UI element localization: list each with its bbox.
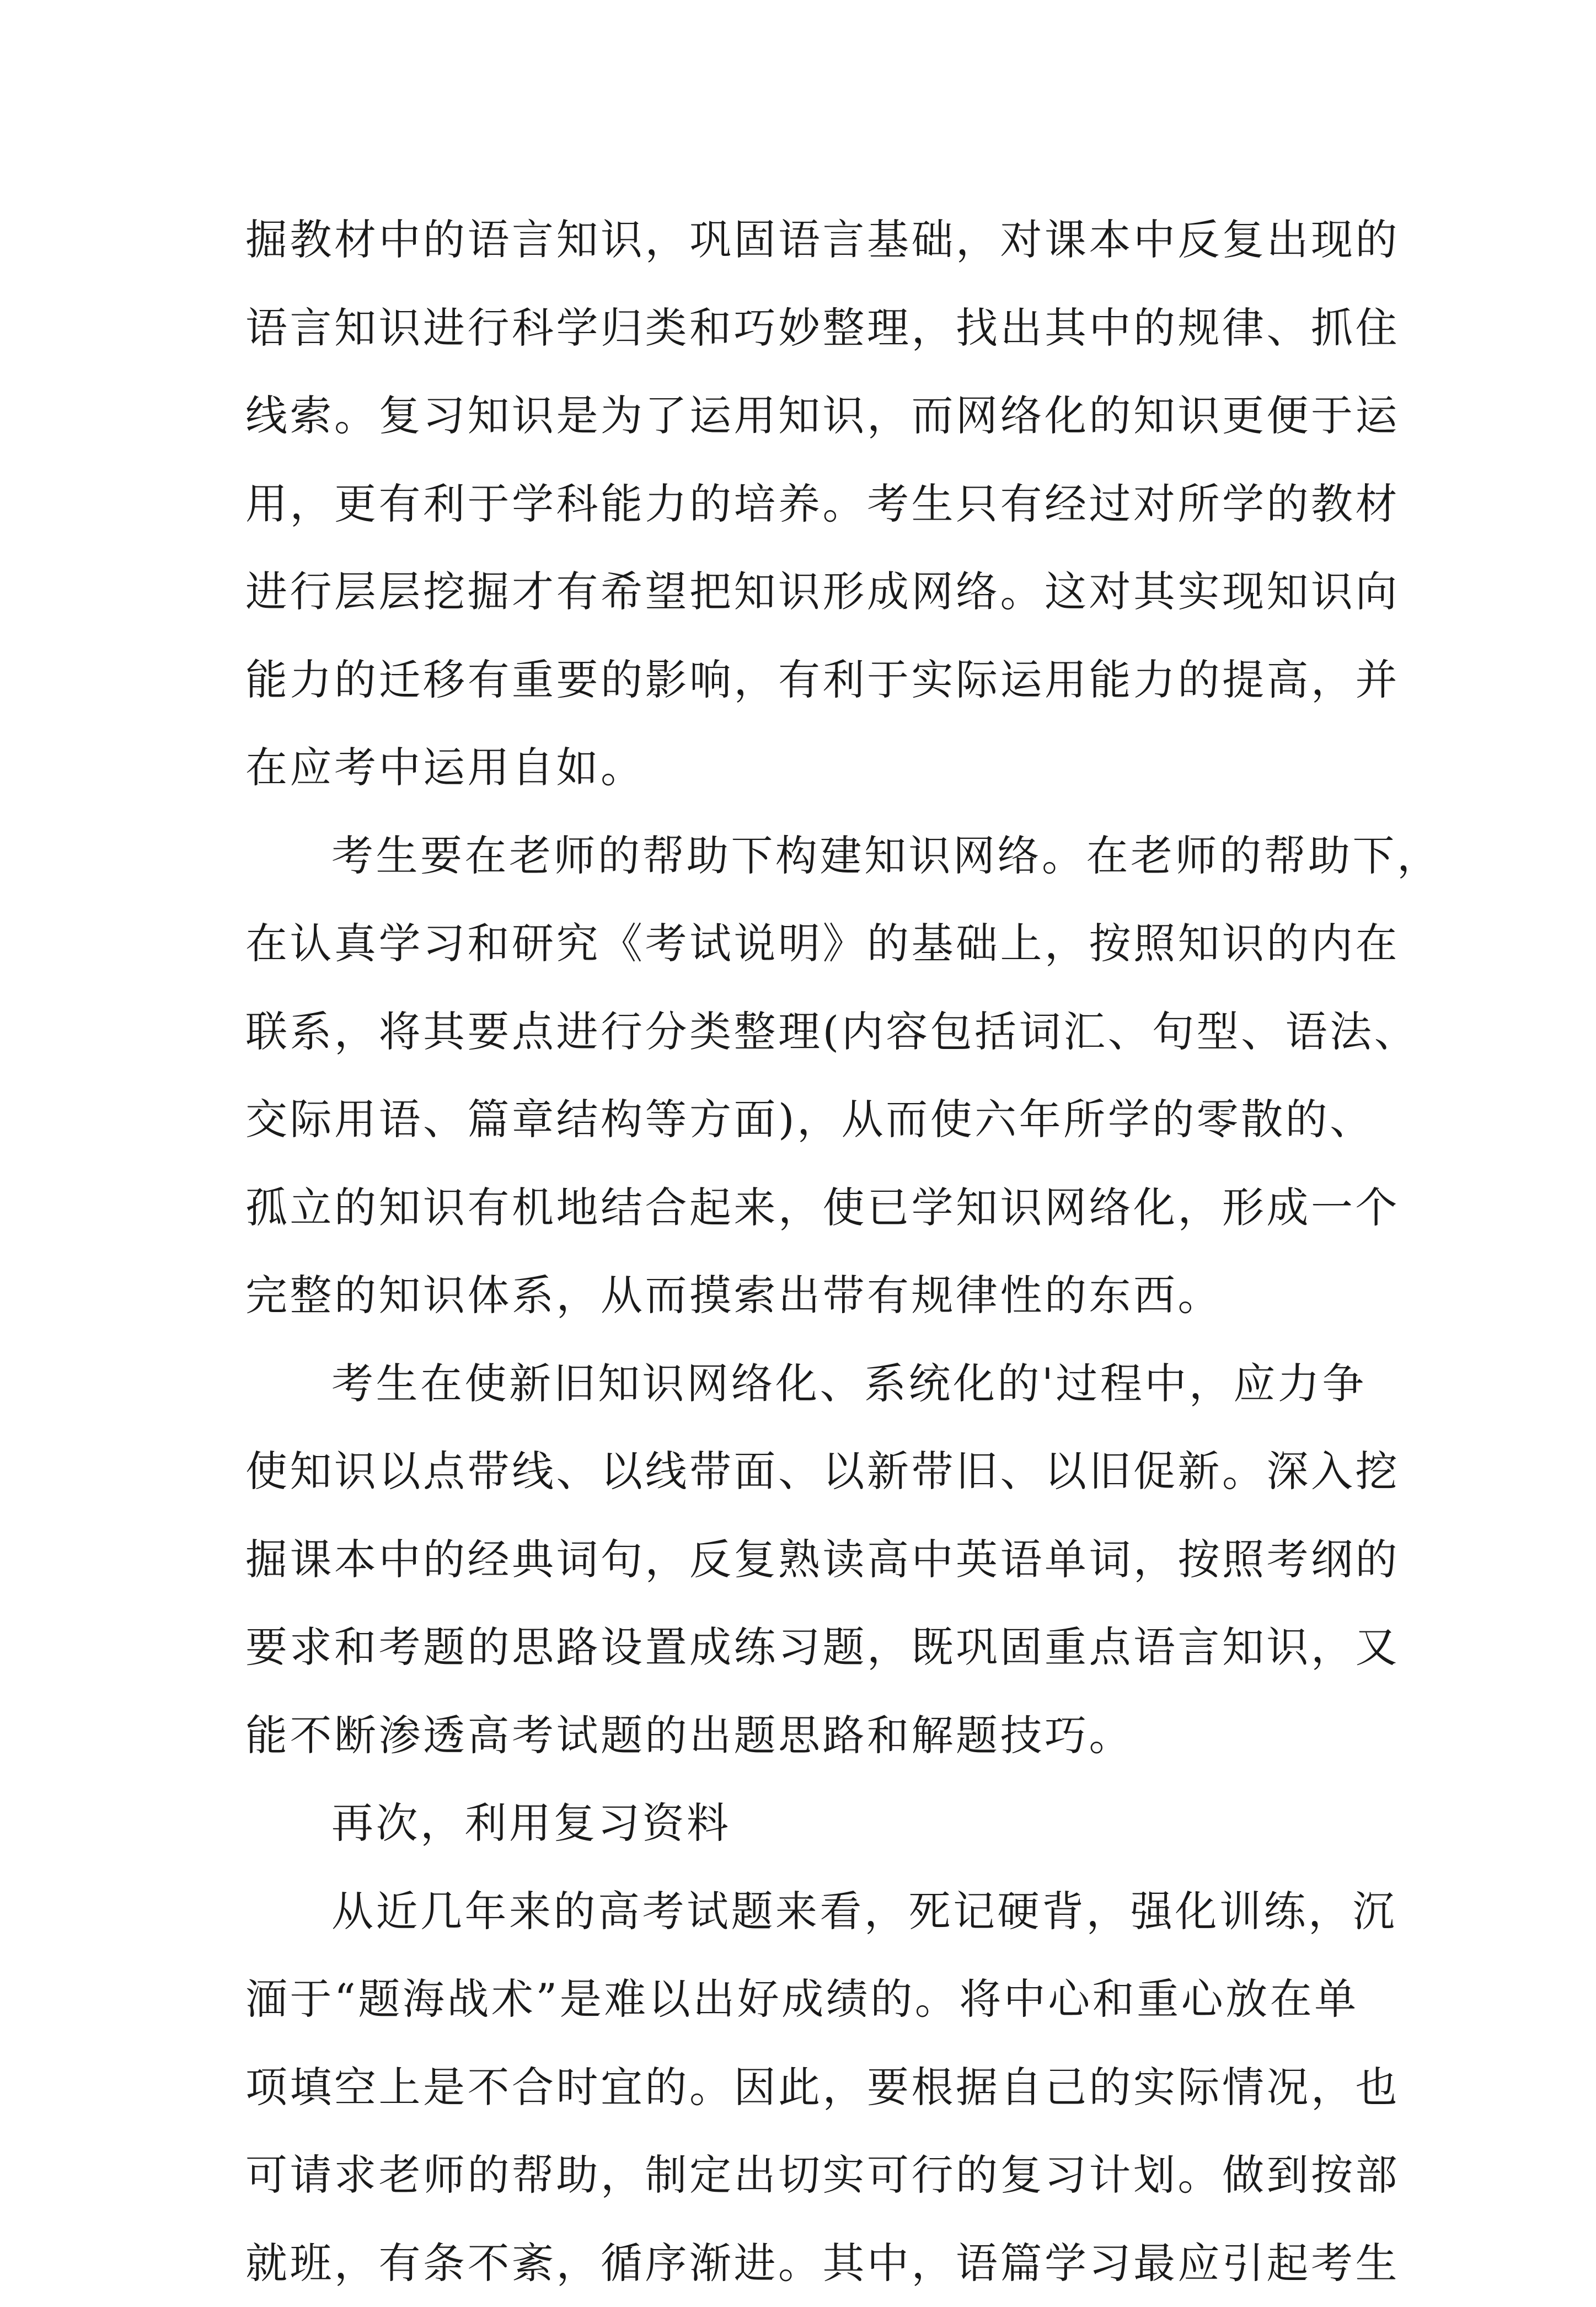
text-line: 可请求老师的帮助，制定出切实可行的复习计划。做到按部 xyxy=(245,2131,1348,2219)
text-line: 能力的迁移有重要的影响，有利于实际运用能力的提高，并 xyxy=(245,636,1348,724)
paragraph-first-line: 再次，利用复习资料 xyxy=(245,1779,1348,1867)
paragraph-first-line: 从近几年来的高考试题来看，死记硬背，强化训练，沉 xyxy=(245,1867,1348,1956)
text-line: 就班，有条不紊，循序渐进。其中，语篇学习最应引起考生 xyxy=(245,2219,1348,2307)
text-line: 用，更有利于学科能力的培养。考生只有经过对所学的教材 xyxy=(245,460,1348,548)
paragraph-first-line: 考生要在老师的帮助下构建知识网络。在老师的帮助下， xyxy=(245,812,1348,900)
text-line: 在应考中运用自如。 xyxy=(245,724,1348,812)
text-line: 掘课本中的经典词句，反复熟读高中英语单词，按照考纲的 xyxy=(245,1516,1348,1604)
text-line: 进行层层挖掘才有希望把知识形成网络。这对其实现知识向 xyxy=(245,548,1348,636)
text-line: 掘教材中的语言知识，巩固语言基础，对课本中反复出现的 xyxy=(245,196,1348,284)
text-line: 在认真学习和研究《考试说明》的基础上，按照知识的内在 xyxy=(245,900,1348,988)
text-line: 线索。复习知识是为了运用知识，而网络化的知识更便于运 xyxy=(245,372,1348,460)
text-line: 使知识以点带线、以线带面、以新带旧、以旧促新。深入挖 xyxy=(245,1427,1348,1516)
text-line: 孤立的知识有机地结合起来，使已学知识网络化，形成一个 xyxy=(245,1164,1348,1252)
text-line: 要求和考题的思路设置成练习题，既巩固重点语言知识，又 xyxy=(245,1603,1348,1692)
text-line: 语言知识进行科学归类和巧妙整理，找出其中的规律、抓住 xyxy=(245,284,1348,372)
body-text xyxy=(245,196,1348,2307)
text-line: 交际用语、篇章结构等方面)，从而使六年所学的零散的、 xyxy=(245,1075,1348,1164)
text-line: 联系，将其要点进行分类整理(内容包括词汇、句型、语法、 xyxy=(245,988,1348,1076)
text-line: 完整的知识体系，从而摸索出带有规律性的东西。 xyxy=(245,1251,1348,1340)
text-line: 能不断渗透高考试题的出题思路和解题技巧。 xyxy=(245,1692,1348,1780)
text-line: 湎于“题海战术”是难以出好成绩的。将中心和重心放在单 xyxy=(245,1955,1348,2043)
text-line: 项填空上是不合时宜的。因此，要根据自己的实际情况，也 xyxy=(245,2043,1348,2132)
paragraph-first-line: 考生在使新旧知识网络化、系统化的'过程中，应力争 xyxy=(245,1340,1348,1428)
